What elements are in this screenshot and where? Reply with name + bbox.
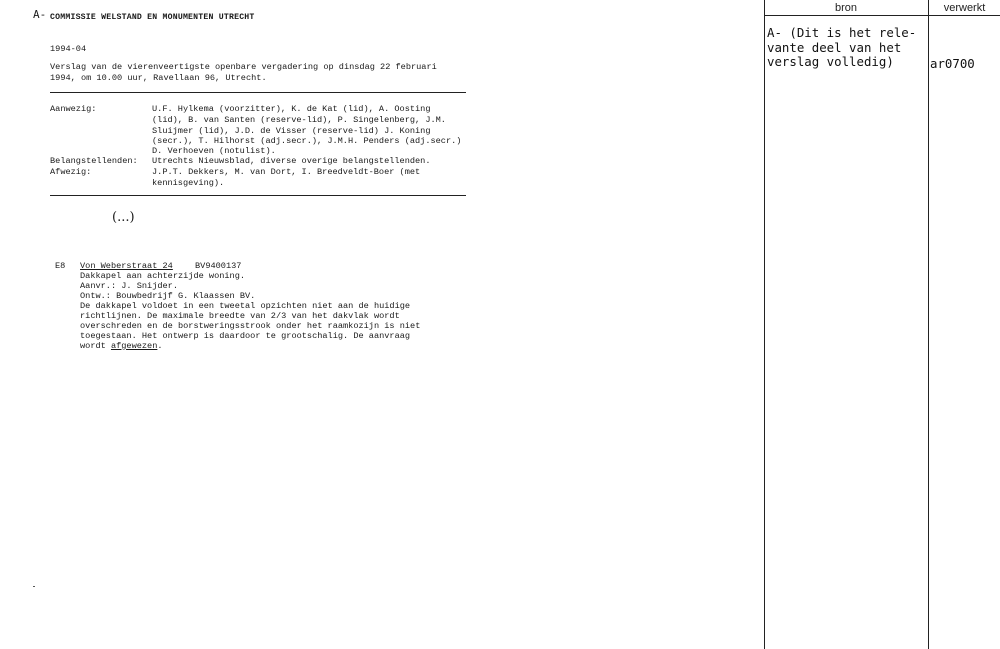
- intro-line: Verslag van de vierenveertigste openbare vergadering op dinsdag 22 februari: [50, 62, 437, 72]
- bron-cell-line: A- (Dit is het rele-: [767, 25, 917, 40]
- aanwezig-line: (lid), B. van Santen (reserve-lid), P. Singelenberg, J.M.: [152, 115, 446, 125]
- table-column-divider: [928, 0, 929, 649]
- item-decision-line: [80, 341, 163, 352]
- afwezig-label: Afwezig:: [50, 167, 92, 177]
- scan-speck: [33, 586, 35, 587]
- bron-cell-line: verslag volledig): [767, 54, 894, 69]
- intro-line: 1994, om 10.00 uur, Ravellaan 96, Utrecht.: [50, 73, 267, 83]
- table-header-rule: [764, 15, 1000, 16]
- afwezig-line: J.P.T. Dekkers, M. van Dort, I. Breedveldt-Boer (met: [152, 167, 421, 177]
- column-header-verwerkt: verwerkt: [943, 2, 986, 14]
- aanwezig-line: U.F. Hylkema (voorzitter), K. de Kat (lid), A. Oosting: [152, 104, 431, 114]
- item-line: toegestaan. Het ontwerp is daardoor te grootschalig. De aanvraag: [80, 331, 411, 341]
- annotation-table: [764, 0, 1000, 649]
- item-line: richtlijnen. De maximale breedte van 2/3 van het dakvlak wordt: [80, 311, 400, 321]
- section-marker: A-: [33, 8, 47, 21]
- afwezig-line: kennisgeving).: [152, 178, 225, 188]
- belangstellenden-line: Utrechts Nieuwsblad, diverse overige belangstellenden.: [152, 156, 431, 166]
- column-header-bron: bron: [834, 2, 858, 14]
- omission-ellipsis: (...): [112, 210, 135, 225]
- divider: [50, 92, 466, 93]
- belangstellenden-label: Belangstellenden:: [50, 156, 138, 166]
- decision-suffix: .: [157, 341, 163, 351]
- item-line: De dakkapel voldoet in een tweetal opzichten niet aan de huidige: [80, 301, 411, 311]
- table-border-left: [764, 0, 765, 649]
- item-code: E8: [55, 261, 66, 271]
- decision-verdict: afgewezen: [110, 341, 158, 351]
- document-header: COMMISSIE WELSTAND EN MONUMENTEN UTRECHT: [50, 13, 255, 22]
- item-number: BV9400137: [195, 261, 242, 271]
- aanwezig-line: D. Verhoeven (notulist).: [152, 146, 276, 156]
- item-address: Von Weberstraat 24: [80, 261, 173, 271]
- document-reference: 1994-04: [50, 44, 87, 54]
- decision-prefix: wordt: [80, 341, 111, 351]
- divider: [50, 195, 466, 196]
- verwerkt-cell: ar0700: [930, 56, 975, 71]
- item-line: Aanvr.: J. Snijder.: [80, 281, 178, 291]
- bron-cell-line: vante deel van het: [767, 40, 902, 55]
- aanwezig-line: (secr.), T. Hilhorst (adj.secr.), J.M.H. Penders (adj.secr.): [152, 136, 462, 146]
- item-line: Ontw.: Bouwbedrijf G. Klaassen BV.: [80, 291, 256, 301]
- item-line: overschreden en de borstweringsstrook onder het raamkozijn is niet: [80, 321, 421, 331]
- aanwezig-line: Sluijmer (lid), J.D. de Visser (reserve-lid) J. Koning: [152, 126, 431, 136]
- item-line: Dakkapel aan achterzijde woning.: [80, 271, 246, 281]
- aanwezig-label: Aanwezig:: [50, 104, 97, 114]
